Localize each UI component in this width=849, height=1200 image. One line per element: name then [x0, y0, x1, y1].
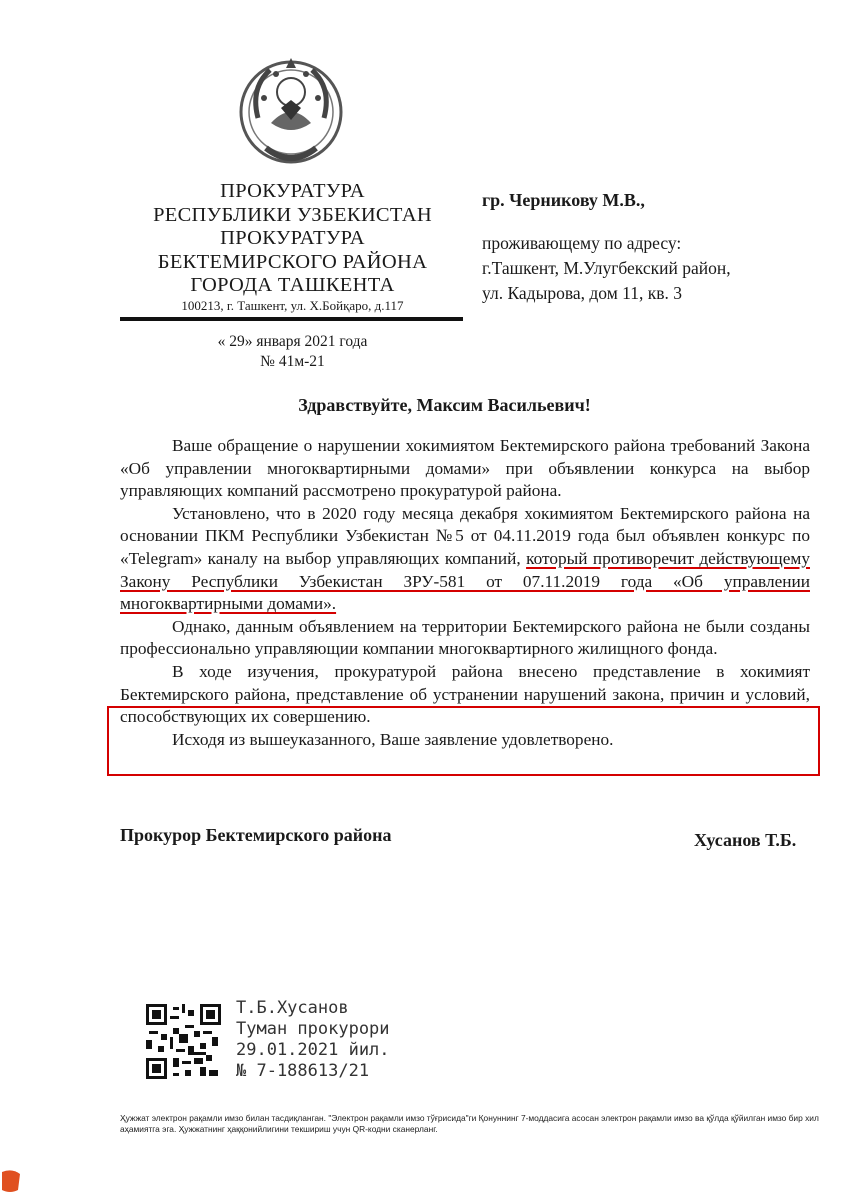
esign-date: 29.01.2021 йил. — [236, 1040, 390, 1060]
signatory-name: Хусанов Т.Б. — [694, 830, 797, 850]
paragraph: Однако, данным объявлением на территории Бектемирского района не были созданы профессионально управляющии компании многоквартирного жилищного фонда. — [120, 616, 810, 659]
org-line: ПРОКУРАТУРА — [220, 180, 365, 202]
paragraph: Ваше обращение о нарушении хокимиятом Бектемирского района требований Закона «Об управлении многоквартирными домами» при объявлении конкурса на выбор управляющих компаний рассмотрено прокуратурой района. — [120, 436, 810, 501]
letter-body — [120, 435, 810, 751]
paragraph: В ходе изучения, прокуратурой района внесено представление в хокимият Бектемирского района, представление об устранении нарушений закона, причин и условий, способствующих их совершению. — [120, 661, 810, 727]
esign-footnote: Ҳужжат электрон рақамли имзо билан тасдиқланган. "Электрон рақамли имзо тўғрисида"ги Қонуннинг 7-моддасига асосан электрон рақамли имзо ва қўлда қўйилган имзо бир хил аҳамиятга эга. Ҳужжатнинг ҳаққонийлигини текшириш учун QR-кодни сканерланг. — [120, 1113, 819, 1134]
electronic-signature-block — [236, 998, 390, 1082]
org-line: ГОРОДА ТАШКЕНТА — [190, 274, 395, 296]
header-divider — [120, 317, 463, 321]
recipient-line: проживающему по адресу: — [482, 233, 682, 253]
highlighted-text: который противоречит действующему Закону Республики Узбекистан ЗРУ-581 от 07.11.2019 года «Об управлении многоквартирными домами». — [120, 548, 810, 614]
esign-role: Туман прокурори — [236, 1019, 390, 1039]
highlight-box — [107, 706, 820, 776]
paragraph — [120, 503, 810, 616]
org-line: БЕКТЕМИРСКОГО РАЙОНА — [157, 250, 428, 273]
org-line: ПРОКУРАТУРА — [220, 227, 365, 249]
corner-stamp-icon — [0, 1168, 22, 1194]
org-address: 100213, г. Ташкент, ул. Х.Бойқаро, д.117 — [181, 298, 404, 313]
paragraph: Исходя из вышеуказанного, Ваше заявление удовлетворено. — [172, 729, 614, 749]
recipient-name: гр. Черникову М.В., — [482, 190, 645, 210]
letter-number: № 41м-21 — [260, 353, 325, 370]
esign-name: Т.Б.Хусанов — [236, 998, 349, 1018]
recipient-line: ул. Кадырова, дом 11, кв. 3 — [482, 283, 683, 303]
greeting — [0, 395, 849, 416]
greeting-text: Здравствуйте, Максим Васильевич! — [298, 395, 591, 415]
paragraph-text: Установлено, что в 2020 году месяца декабря хокимиятом Бектемирского района на основании ПКМ Республики Узбекистан №5 от 04.11.2019 года был объявлен конкурс по «Telegram» каналу на выбор управляющих компаний, — [120, 503, 810, 568]
letter-date-block — [120, 332, 465, 372]
letter-date: « 29» января 2021 года — [217, 333, 368, 350]
signatory-position: Прокурор Бектемирского района — [120, 825, 392, 845]
qr-code-icon — [146, 1004, 221, 1079]
esign-number: № 7-188613/21 — [236, 1061, 370, 1081]
state-emblem-icon — [236, 48, 346, 176]
org-line: РЕСПУБЛИКИ УЗБЕКИСТАН — [153, 203, 432, 226]
recipient-line: г.Ташкент, М.Улугбекский район, — [482, 258, 731, 278]
recipient-block — [482, 190, 731, 306]
organization-name — [120, 180, 465, 298]
